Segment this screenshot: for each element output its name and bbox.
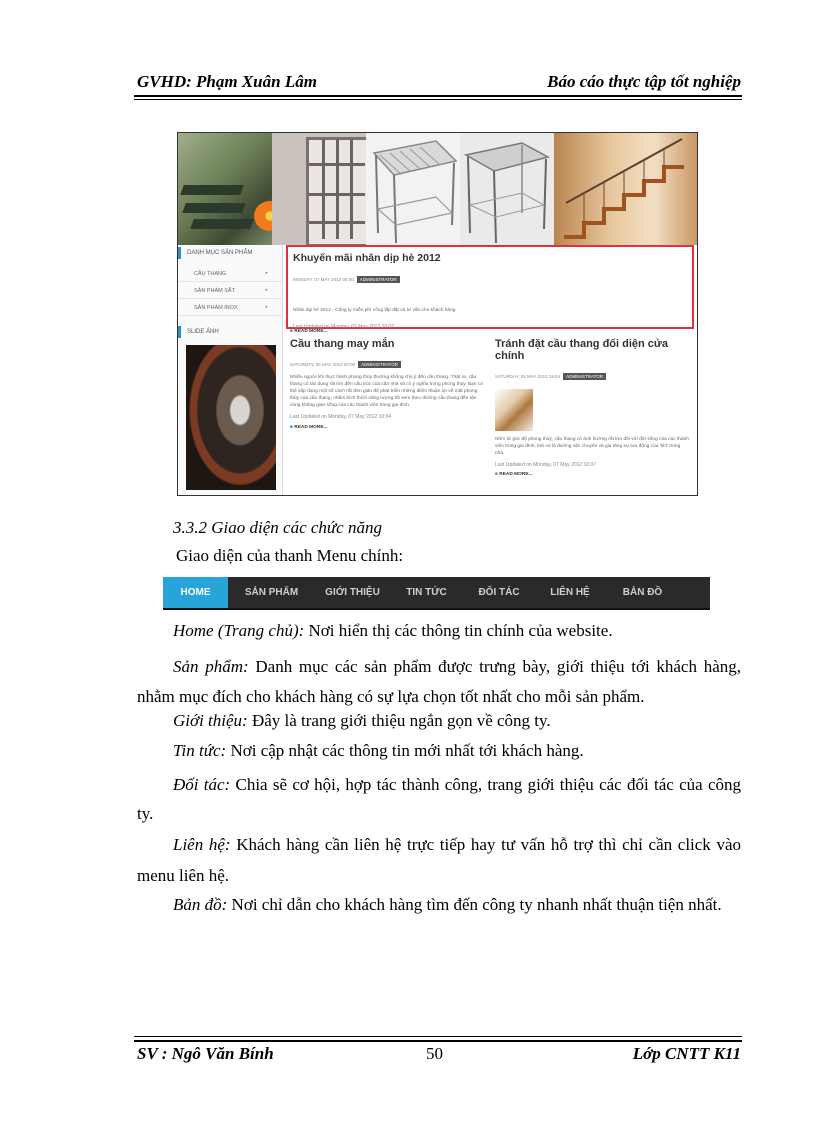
desc-map: Nơi chỉ dẫn cho khách hàng tìm đến công ty nhanh nhất thuận tiện nhất. bbox=[227, 895, 722, 914]
slide-heading: SLIDE ẢNH bbox=[178, 326, 282, 338]
spiral-staircase-slide bbox=[186, 345, 276, 490]
sidebar-item-inox[interactable]: SẢN PHẨM INOX ▸ bbox=[178, 299, 282, 316]
article1-text: Nhiều người khi thực hành phong thủy thường không chú ý đến cầu thang. Thật ra, cầu thang có tác dụng rất lớn đến cấu trúc của căn nhà và có ý nghĩa trong phong thủy. Bạn có thể sắp dụng một số cách rất đơn giản để phát triển những điểm thuận lợi về mặt phong thủy của cầu thang, nhằm kích thích năng lượng tốt xem theo đường cầu thang đến tận vùng không gian sống của các thành viên trong gia đình. bbox=[290, 375, 483, 408]
menu-item-contact[interactable]: LIÊN HỆ bbox=[550, 587, 590, 598]
featured-text: Nhân dịp hè 2012 - Công ty miễn phí công lắp đặt và tư vấn cho khách hàng. bbox=[293, 308, 457, 313]
article2-thumbnail bbox=[495, 389, 533, 431]
article1-read-more-link[interactable]: ■ READ MORE... bbox=[290, 425, 485, 430]
featured-updated: Last Updated on Monday, 07 May 2012 10:02 bbox=[293, 323, 395, 330]
article-lucky-stairs bbox=[290, 338, 485, 430]
sidebar-item-iron[interactable]: SẢN PHẨM SẮT ▸ bbox=[178, 282, 282, 299]
header-report-title: Báo cáo thực tập tốt nghiệp bbox=[547, 72, 741, 91]
window-grill-photo bbox=[272, 133, 366, 245]
term-home: Home (Trang chủ): bbox=[173, 621, 305, 640]
footer-rule-thin bbox=[134, 1036, 742, 1037]
footer-student: SV : Ngô Văn Bính bbox=[137, 1044, 274, 1063]
menu-item-map[interactable]: BẢN ĐỒ bbox=[622, 587, 663, 598]
desc-contact: Khách hàng cần liên hệ trực tiếp hay tư vấn hỗ trợ thì chỉ cần click vào menu liên hệ. bbox=[137, 835, 741, 885]
desc-products: Danh mục các sản phẩm được trưng bày, giới thiệu tới khách hàng, nhằm mục đích cho khách hàng có sự lựa chọn tốt nhất cho mỗi sản phẩm. bbox=[137, 657, 741, 706]
header-instructor: GVHD: Phạm Xuân Lâm bbox=[137, 72, 317, 91]
steel-rack-photo bbox=[366, 133, 460, 245]
product-sidebar bbox=[178, 245, 283, 495]
article1-author-tag: ADMINISTRATOR bbox=[358, 361, 401, 368]
section-title: 3.3.2 Giao diện các chức năng bbox=[173, 518, 382, 537]
desc-partners: Chia sẽ cơ hội, hợp tác thành công, trang giới thiệu các đối tác của công ty. bbox=[137, 775, 742, 823]
desc-home: Nơi hiển thị các thông tin chính của website. bbox=[304, 621, 613, 640]
article2-read-more-link[interactable]: ■ READ MORE... bbox=[495, 472, 690, 477]
article1-date: SATURDAY, 05 MAY 2012 00:00 bbox=[290, 362, 356, 367]
menu-item-news[interactable]: TIN TỨC bbox=[406, 587, 447, 598]
sidebar-item-stairs[interactable]: CẦU THANG ▸ bbox=[178, 265, 282, 282]
term-contact: Liên hệ: bbox=[173, 835, 231, 854]
paragraph-products bbox=[137, 652, 741, 712]
featured-author-tag: ADMINISTRATOR bbox=[357, 276, 400, 283]
paragraph-home bbox=[137, 621, 741, 641]
article1-title[interactable]: Cầu thang may mắn bbox=[290, 338, 395, 350]
paragraph-partners bbox=[137, 770, 741, 828]
wooden-staircase-photo bbox=[554, 133, 697, 245]
term-about: Giới thiệu: bbox=[173, 711, 248, 730]
term-partners: Đối tác: bbox=[173, 775, 231, 794]
footer-class: Lớp CNTT K11 bbox=[632, 1044, 741, 1063]
paragraph-news bbox=[137, 741, 741, 761]
paragraph-contact bbox=[137, 829, 741, 891]
desc-news: Nơi cập nhật các thông tin mới nhất tới khách hàng. bbox=[226, 741, 584, 760]
term-products: Sản phẩm: bbox=[173, 657, 249, 676]
term-news: Tin tức: bbox=[173, 741, 227, 760]
paragraph-map bbox=[137, 890, 741, 920]
article-avoid-stairs bbox=[495, 338, 690, 477]
menu-item-partners[interactable]: ĐỐI TÁC bbox=[478, 587, 520, 598]
featured-read-more-link[interactable]: ■ READ MORE... bbox=[290, 329, 328, 334]
featured-date: MONDAY, 07 MAY 2012 00:00 bbox=[293, 277, 354, 282]
article2-title[interactable]: Tránh đặt cầu thang đối diện cửa chính bbox=[495, 338, 668, 362]
menu-item-home[interactable]: HOME bbox=[163, 577, 228, 608]
term-map: Bản đồ: bbox=[173, 895, 228, 914]
inox-table-photo bbox=[460, 133, 554, 245]
article2-updated: Last Updated on Monday, 07 May 2012 10:07 bbox=[495, 461, 597, 468]
website-screenshot bbox=[177, 132, 698, 496]
sidebar-heading: DANH MỤC SẢN PHẨM bbox=[178, 247, 282, 259]
paragraph-about bbox=[137, 711, 741, 731]
article2-text: Nhìn từ góc độ phong thuỷ, cầu thang có ảnh hưởng rất lớn đối với đời sống của các thành viên trong gia đình, bởi nó là đường vận chuyển và gia tăng sự lưu động của 'khí' trong nhà. bbox=[495, 437, 689, 456]
footer-rule bbox=[134, 1040, 742, 1042]
menu-intro: Giao diện của thanh Menu chính: bbox=[176, 546, 404, 565]
staircase-photo-1 bbox=[178, 133, 272, 245]
page-number: 50 bbox=[426, 1044, 443, 1063]
featured-article-highlight bbox=[286, 245, 694, 329]
article2-date: SATURDAY, 05 MAY 2012 19:54 bbox=[495, 374, 561, 379]
header-rule-thin bbox=[134, 99, 742, 100]
main-menu-bar bbox=[163, 577, 710, 610]
desc-about: Đây là trang giới thiệu ngắn gọn về công ty. bbox=[247, 711, 551, 730]
article2-author-tag: ADMINISTRATOR bbox=[563, 373, 606, 380]
featured-title[interactable]: Khuyến mãi nhân dịp hè 2012 bbox=[293, 252, 441, 264]
menu-item-products[interactable]: SẢN PHẨM bbox=[244, 587, 299, 598]
menu-item-about[interactable]: GIỚI THIỆU bbox=[325, 587, 380, 598]
header-rule bbox=[134, 95, 742, 97]
article1-updated: Last Updated on Monday, 07 May 2012 10:04 bbox=[290, 413, 392, 420]
